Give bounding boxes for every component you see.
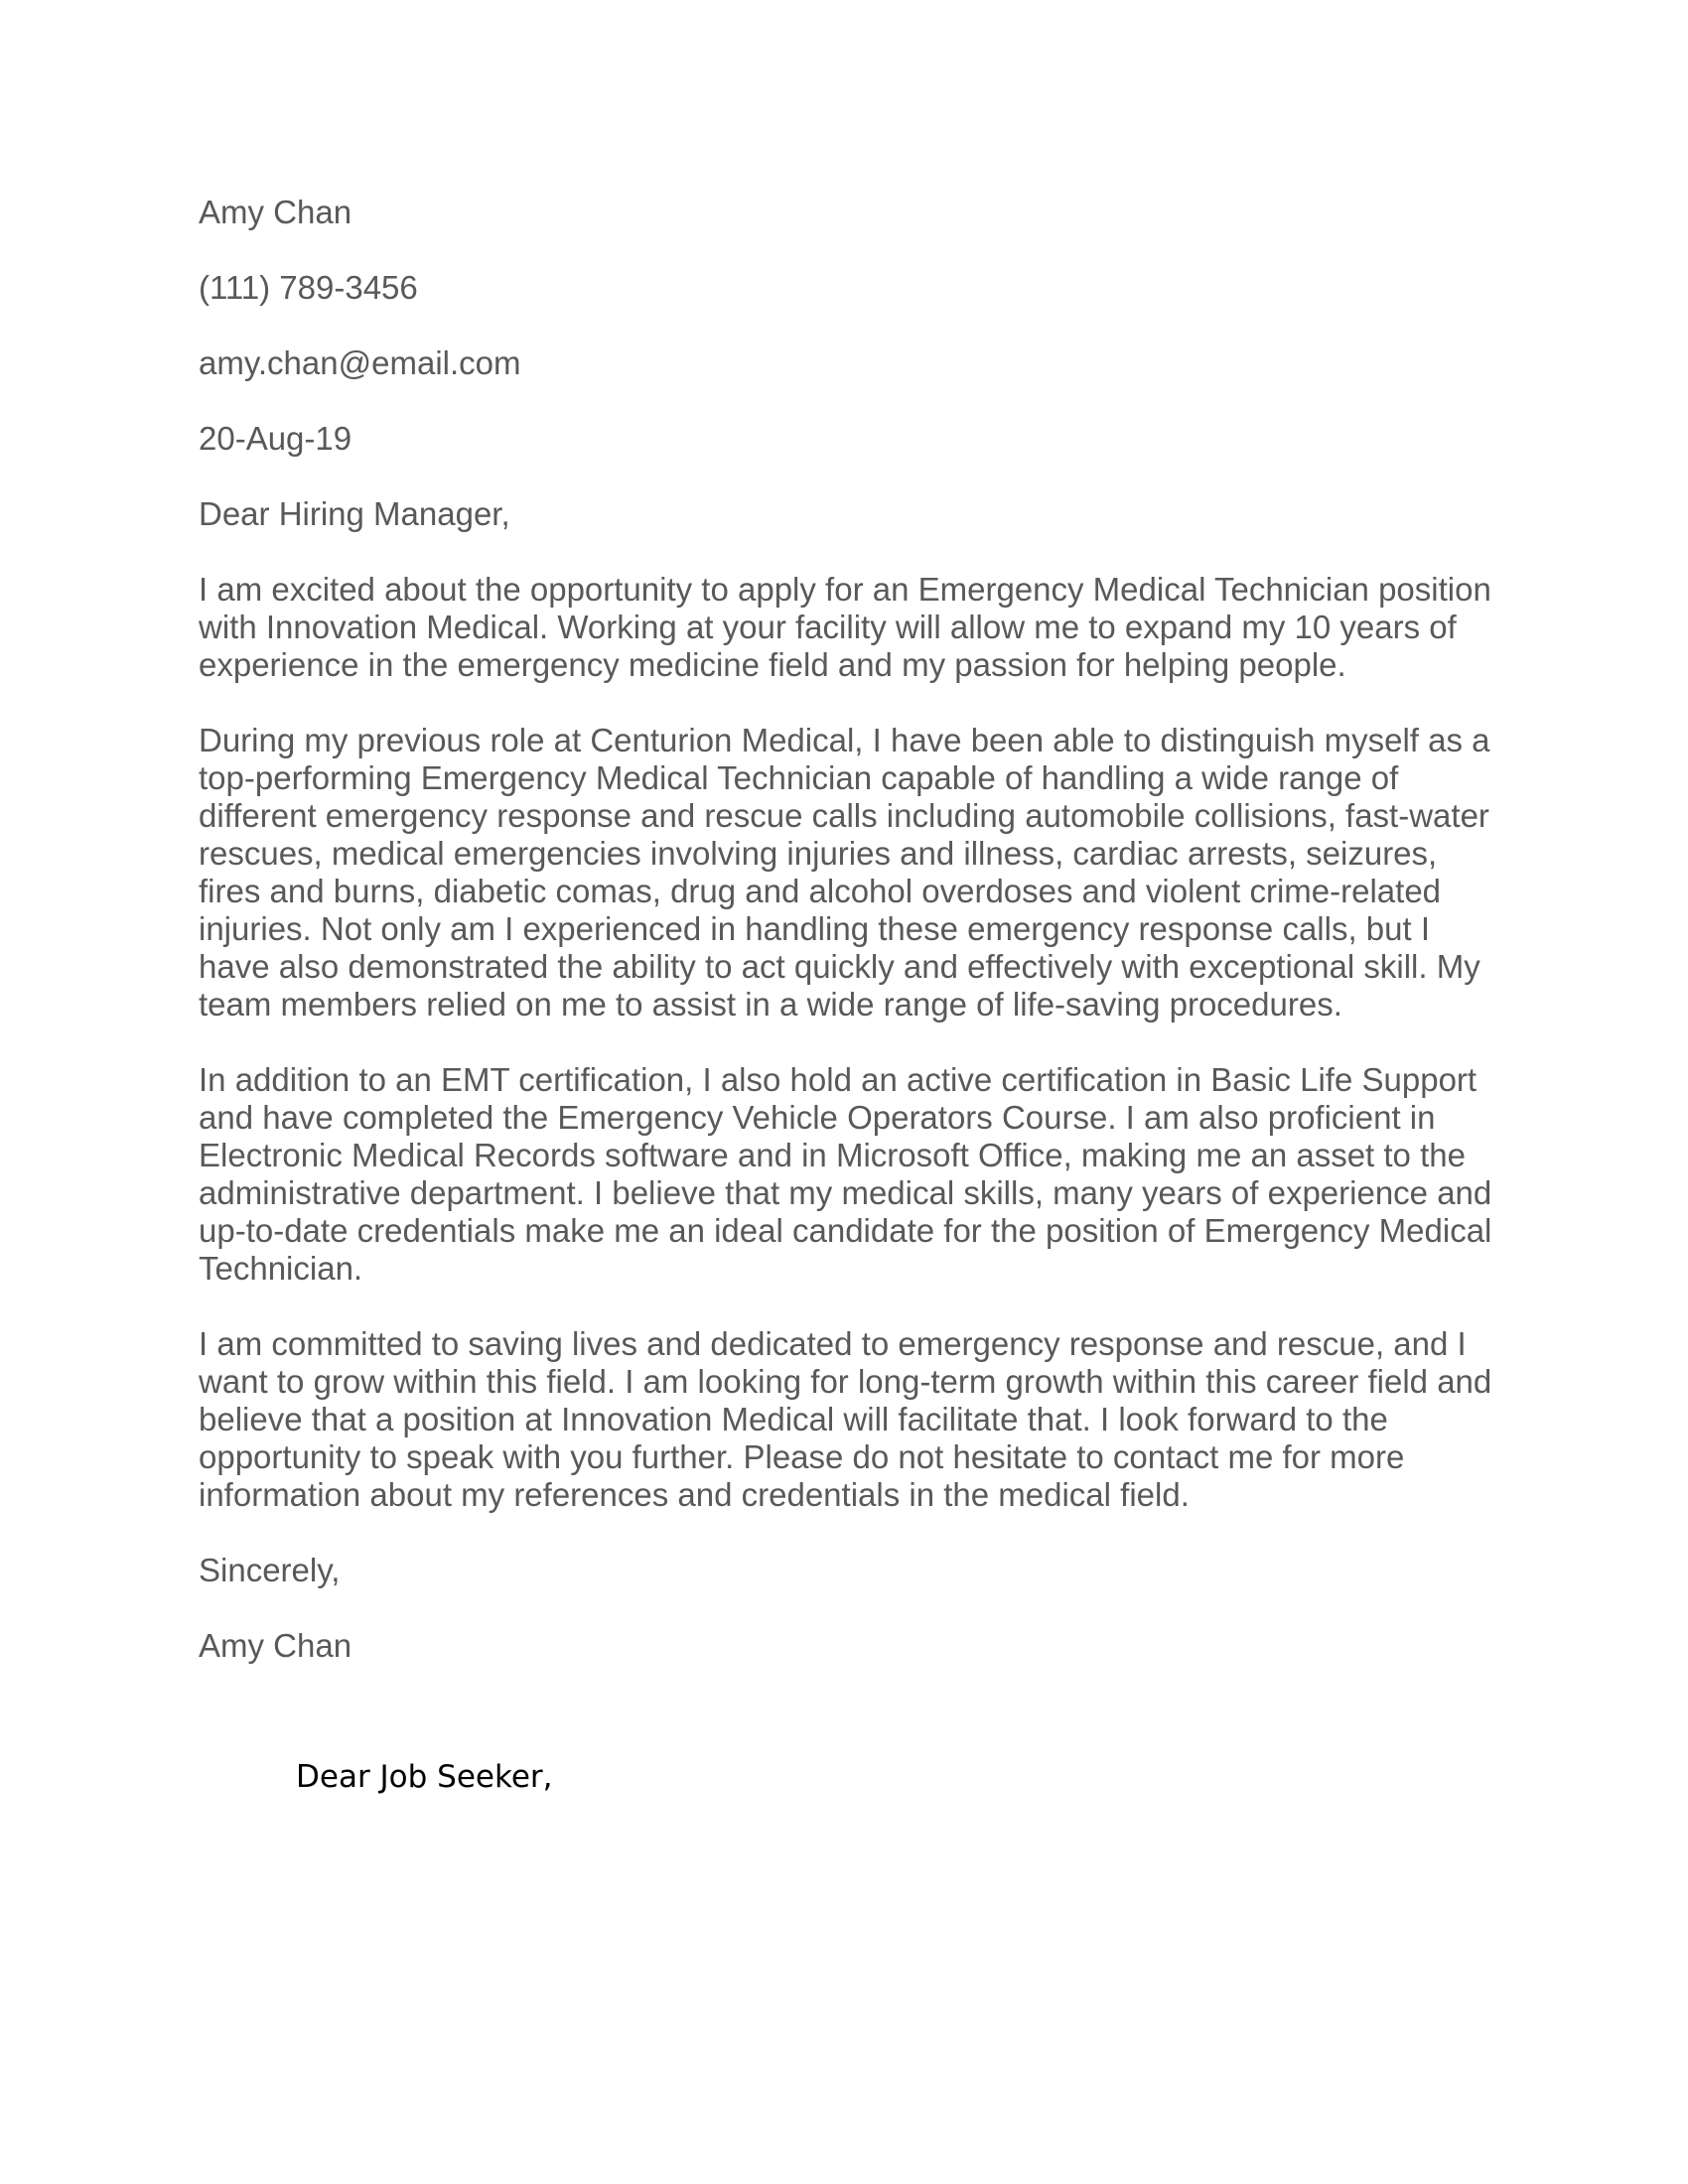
body-paragraph-experience: During my previous role at Centurion Medical, I have been able to distinguish myself as a top-performing Emergency Medical Technician capable of handling a wide range of different emergency response and rescue calls including automobile collisions, fast-water rescues, medical emergencies involving injuries and illness, cardiac arrests, seizures, fires and burns, diabetic comas, drug and alcohol overdoses and violent crime-related injuries. Not only am I experienced in handling these emergency response calls, but I have also demonstrated the ability to act quickly and effectively with exceptional skill. My team members relied on me to assist in a wide range of life-saving procedures. [199, 722, 1490, 1023]
sender-phone: (111) 789-3456 [199, 269, 418, 306]
signature-name: Amy Chan [199, 1627, 352, 1664]
cover-letter [199, 194, 1499, 1703]
sender-email: amy.chan@email.com [199, 344, 521, 381]
salutation: Dear Hiring Manager, [199, 495, 510, 532]
closing: Sincerely, [199, 1552, 341, 1588]
job-seeker-greeting: Dear Job Seeker, [296, 1759, 553, 1795]
sender-name: Amy Chan [199, 194, 352, 230]
body-paragraph-closing: I am committed to saving lives and dedicated to emergency response and rescue, and I want to grow within this field. I am looking for long-term growth within this career field and believe that a position at Innovation Medical will facilitate that. I look forward to the opportunity to speak with you further. Please do not hesitate to contact me for more information about my references and credentials in the medical field. [199, 1325, 1492, 1513]
body-paragraph-certifications: In addition to an EMT certification, I also hold an active certification in Basic Life Support and have completed the Emergency Vehicle Operators Course. I am also proficient in Electronic Medical Records software and in Microsoft Office, making me an asset to the administrative department. I believe that my medical skills, many years of experience and up-to-date credentials make me an ideal candidate for the position of Emergency Medical Technician. [199, 1061, 1492, 1287]
body-paragraph-intro: I am excited about the opportunity to apply for an Emergency Medical Technician position with Innovation Medical. Working at your facility will allow me to expand my 10 years of experience in the emergency medicine field and my passion for helping people. [199, 571, 1491, 683]
letter-date: 20-Aug-19 [199, 420, 352, 457]
